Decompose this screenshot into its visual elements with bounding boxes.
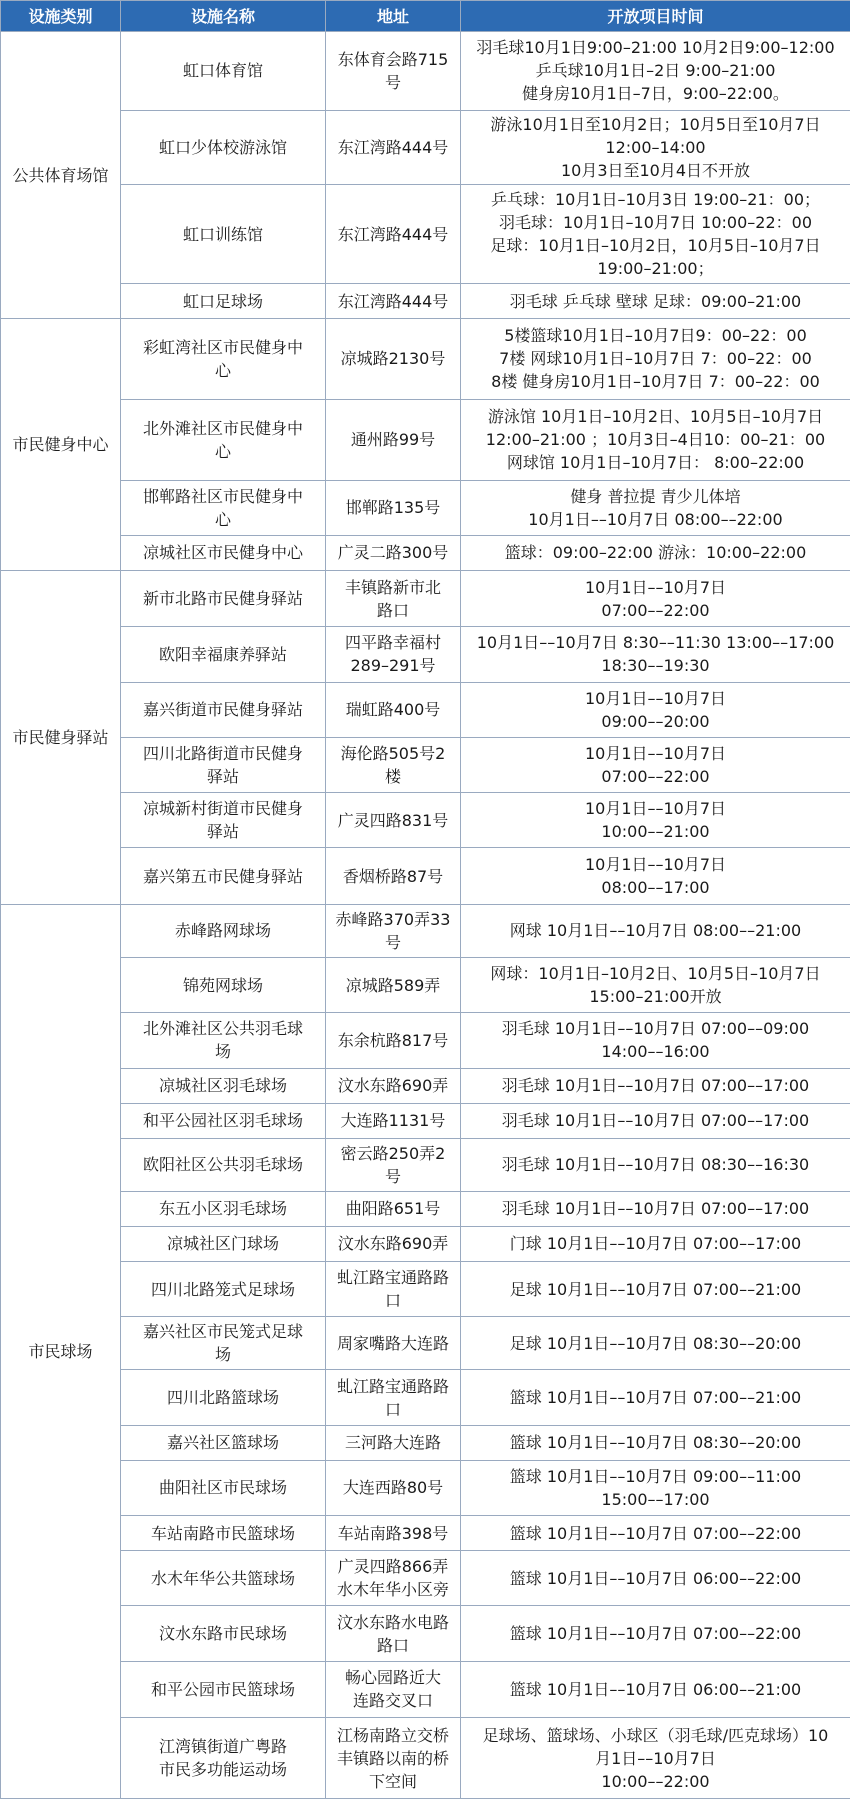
- facility-name-cell: [121, 848, 326, 904]
- facility-name-line: 江湾镇街道广粤路: [158, 1737, 287, 1757]
- facility-name-line: 车站南路市民篮球场: [150, 1523, 295, 1543]
- address-cell: [326, 1661, 461, 1717]
- table-row: [1, 1425, 850, 1460]
- address-line: 连路交叉口: [352, 1691, 433, 1711]
- table-row: [1, 283, 850, 318]
- facility-name-cell: [121, 793, 326, 848]
- facility-name-line: 凉城社区羽毛球场: [158, 1076, 287, 1096]
- opening-hours-line: 足球 10月1日––10月7日 08:30––20:00: [509, 1333, 802, 1353]
- address-line: 曲阳路651号: [345, 1199, 441, 1219]
- address-cell: [326, 737, 461, 792]
- facility-name-cell: [121, 1138, 326, 1191]
- opening-hours-cell: [461, 1516, 850, 1551]
- facility-name-line: 虹口足球场: [182, 291, 263, 311]
- table-row: [1, 1013, 850, 1068]
- opening-hours-line: 足球 10月1日––10月7日 07:00––21:00: [509, 1279, 802, 1299]
- facility-name-line: 四川北路笼式足球场: [150, 1279, 295, 1299]
- facility-name-cell: [121, 1425, 326, 1460]
- address-line: 东江湾路444号: [337, 291, 449, 311]
- table-row: [1, 399, 850, 480]
- address-line: 赤峰路370弄33: [335, 909, 451, 929]
- address-line: 汶水东路690弄: [337, 1234, 449, 1254]
- facility-name-cell: [121, 1516, 326, 1551]
- table-row: [1, 1138, 850, 1191]
- opening-hours-line: 10:00––22:00: [601, 1771, 710, 1791]
- facility-name-line: 新市北路市民健身驿站: [142, 589, 303, 609]
- address-cell: [326, 1370, 461, 1425]
- facility-name-cell: [121, 957, 326, 1012]
- opening-hours-line: 羽毛球 乒乓球 壁球 足球：09:00–21:00: [509, 291, 802, 311]
- facility-name-cell: [121, 1661, 326, 1717]
- opening-hours-cell: [461, 793, 850, 848]
- facility-name-cell: [121, 571, 326, 627]
- address-line: 广灵四路831号: [337, 810, 449, 830]
- address-line: 号: [384, 932, 401, 952]
- category-cell: 市民健身中心: [1, 319, 121, 571]
- facility-name-line: 和平公园市民篮球场: [150, 1679, 295, 1699]
- opening-hours-line: 10月1日––10月7日 08:00––22:00: [528, 509, 783, 529]
- table-row: [1, 32, 850, 111]
- opening-hours-line: 乒乓球10月1日–2日 9:00–21:00: [535, 61, 776, 81]
- opening-hours-line: 篮球 10月1日––10月7日 06:00––22:00: [509, 1568, 802, 1588]
- opening-hours-line: 07:00––22:00: [601, 767, 710, 787]
- opening-hours-cell: [461, 627, 850, 682]
- address-cell: [326, 1606, 461, 1661]
- address-line: 汶水东路水电路: [336, 1612, 449, 1632]
- opening-hours-cell: [461, 1317, 850, 1370]
- opening-hours-line: 08:00––17:00: [601, 878, 710, 898]
- table-row: [1, 535, 850, 570]
- address-cell: [326, 627, 461, 682]
- opening-hours-line: 足球场、篮球场、小球区（羽毛球/匹克球场）10: [482, 1725, 829, 1745]
- opening-hours-line: 月1日––10月7日: [595, 1748, 716, 1768]
- address-cell: [326, 1317, 461, 1370]
- address-line: 汶水东路690弄: [337, 1076, 449, 1096]
- facility-name-line: 心: [214, 509, 231, 529]
- opening-hours-cell: [461, 1606, 850, 1661]
- facility-name-line: 欧阳幸福康养驿站: [158, 644, 287, 664]
- table-row: [1, 571, 850, 627]
- table-row: [1, 1068, 850, 1103]
- address-line: 畅心园路近大: [344, 1668, 441, 1688]
- address-line: 虬江路宝通路路: [336, 1268, 449, 1288]
- facility-name-line: 虹口体育馆: [182, 61, 263, 81]
- address-cell: [326, 1068, 461, 1103]
- address-line: 四平路幸福村: [344, 633, 441, 653]
- table-row: [1, 110, 850, 184]
- opening-hours-line: 篮球 10月1日––10月7日 08:30––20:00: [509, 1433, 802, 1453]
- address-line: 楼: [384, 767, 401, 787]
- address-line: 广灵二路300号: [337, 543, 449, 563]
- header-category: 设施类别: [1, 1, 121, 32]
- opening-hours-cell: [461, 1370, 850, 1425]
- facility-name-cell: [121, 1460, 326, 1515]
- facility-name-cell: [121, 904, 326, 957]
- address-cell: [326, 1460, 461, 1515]
- opening-hours-cell: [461, 1138, 850, 1191]
- table-row: [1, 185, 850, 284]
- facility-name-line: 虹口少体校游泳馆: [158, 137, 287, 157]
- table-row: [1, 480, 850, 535]
- opening-hours-line: 10月1日––10月7日: [584, 688, 727, 708]
- facility-name-line: 曲阳社区市民球场: [158, 1478, 287, 1498]
- opening-hours-line: 羽毛球 10月1日––10月7日 07:00––17:00: [501, 1111, 810, 1131]
- address-line: 号: [384, 72, 401, 92]
- table-row: [1, 1262, 850, 1317]
- table-row: [1, 1370, 850, 1425]
- address-line: 邯郸路135号: [345, 498, 441, 518]
- address-cell: [326, 399, 461, 480]
- facility-name-line: 虹口训练馆: [182, 224, 263, 244]
- opening-hours-line: 游泳10月1日至10月2日；10月5日至10月7日: [490, 114, 821, 134]
- facility-name-line: 邯郸路社区市民健身中: [142, 486, 303, 506]
- opening-hours-cell: [461, 1226, 850, 1261]
- category-cell: 公共体育场馆: [1, 32, 121, 319]
- header-facility-name: 设施名称: [121, 1, 326, 32]
- facility-name-cell: [121, 1718, 326, 1799]
- opening-hours-line: 14:00––16:00: [601, 1042, 710, 1062]
- address-line: 周家嘴路大连路: [336, 1333, 449, 1353]
- table-row: [1, 1226, 850, 1261]
- opening-hours-line: 游泳馆 10月1日–10月2日、10月5日–10月7日: [487, 407, 824, 427]
- opening-hours-line: 10月1日––10月7日 8:30––11:30 13:00––17:00: [476, 633, 835, 653]
- table-row: [1, 1606, 850, 1661]
- opening-hours-line: 篮球 10月1日––10月7日 07:00––22:00: [509, 1523, 802, 1543]
- address-cell: [326, 535, 461, 570]
- address-line: 车站南路398号: [337, 1523, 449, 1543]
- opening-hours-line: 07:00––22:00: [601, 600, 710, 620]
- opening-hours-cell: [461, 110, 850, 184]
- opening-hours-cell: [461, 319, 850, 400]
- opening-hours-cell: [461, 399, 850, 480]
- address-line: 江杨南路立交桥: [336, 1725, 449, 1745]
- address-line: 密云路250弄2: [340, 1143, 446, 1163]
- opening-hours-cell: [461, 957, 850, 1012]
- address-cell: [326, 1138, 461, 1191]
- opening-hours-cell: [461, 1013, 850, 1068]
- address-cell: [326, 1191, 461, 1226]
- opening-hours-line: 10:00––21:00: [601, 822, 710, 842]
- facility-name-cell: [121, 1226, 326, 1261]
- facility-name-line: 市民多功能运动场: [158, 1760, 287, 1780]
- address-cell: [326, 32, 461, 111]
- table-body: [1, 32, 850, 1799]
- facility-name-cell: [121, 319, 326, 400]
- facility-name-line: 赤峰路网球场: [174, 921, 271, 941]
- table-row: [1, 1551, 850, 1606]
- address-line: 虬江路宝通路路: [336, 1376, 449, 1396]
- facility-name-line: 嘉兴社区市民笼式足球: [142, 1322, 303, 1342]
- address-cell: [326, 1425, 461, 1460]
- table-row: [1, 957, 850, 1012]
- address-cell: [326, 682, 461, 737]
- address-cell: [326, 1262, 461, 1317]
- address-cell: [326, 283, 461, 318]
- facility-name-cell: [121, 627, 326, 682]
- opening-hours-line: 篮球 10月1日––10月7日 06:00––21:00: [509, 1679, 802, 1699]
- facility-name-line: 嘉兴社区篮球场: [166, 1433, 279, 1453]
- address-line: 广灵四路866弄: [337, 1557, 449, 1577]
- opening-hours-cell: [461, 737, 850, 792]
- facility-name-cell: [121, 1191, 326, 1226]
- opening-hours-cell: [461, 1191, 850, 1226]
- facility-name-cell: [121, 1068, 326, 1103]
- opening-hours-cell: [461, 283, 850, 318]
- address-line: 凉城路2130号: [340, 349, 446, 369]
- opening-hours-cell: [461, 904, 850, 957]
- opening-hours-line: 15:00–21:00开放: [589, 987, 722, 1007]
- opening-hours-line: 15:00––17:00: [601, 1489, 710, 1509]
- facility-name-line: 欧阳社区公共羽毛球场: [142, 1155, 303, 1175]
- facility-name-line: 水木年华公共篮球场: [150, 1568, 295, 1588]
- table-row: [1, 793, 850, 848]
- opening-hours-cell: [461, 32, 850, 111]
- facility-name-line: 汶水东路市民球场: [158, 1624, 287, 1644]
- address-line: 号: [384, 1166, 401, 1186]
- facility-name-line: 四川北路篮球场: [166, 1388, 279, 1408]
- facility-name-cell: [121, 185, 326, 284]
- header-row: [1, 1, 850, 32]
- opening-hours-line: 网球馆 10月1日–10月7日： 8:00–22:00: [506, 453, 805, 473]
- opening-hours-line: 羽毛球 10月1日––10月7日 08:30––16:30: [501, 1155, 810, 1175]
- facility-name-cell: [121, 1317, 326, 1370]
- address-line: 大连西路80号: [342, 1478, 444, 1498]
- facility-name-line: 驿站: [206, 767, 239, 787]
- opening-hours-line: 门球 10月1日––10月7日 07:00––17:00: [509, 1234, 802, 1254]
- facility-name-line: 凉城社区门球场: [166, 1234, 279, 1254]
- facility-name-cell: [121, 480, 326, 535]
- facility-name-line: 驿站: [206, 822, 239, 842]
- address-cell: [326, 319, 461, 400]
- address-line: 口: [384, 1291, 401, 1311]
- table-row: [1, 904, 850, 957]
- facility-name-cell: [121, 535, 326, 570]
- opening-hours-cell: [461, 1103, 850, 1138]
- address-cell: [326, 1013, 461, 1068]
- address-line: 丰镇路以南的桥: [336, 1748, 449, 1768]
- table-row: [1, 1317, 850, 1370]
- table-row: [1, 1718, 850, 1799]
- facility-name-line: 四川北路街道市民健身: [142, 744, 303, 764]
- opening-hours-line: 10月3日至10月4日不开放: [560, 160, 751, 180]
- facility-name-cell: [121, 399, 326, 480]
- opening-hours-line: 8楼 健身房10月1日–10月7日 7：00–22：00: [491, 372, 820, 392]
- facility-name-line: 锦苑网球场: [182, 975, 263, 995]
- opening-hours-line: 篮球 10月1日––10月7日 07:00––22:00: [509, 1624, 802, 1644]
- table-row: [1, 1191, 850, 1226]
- address-cell: [326, 185, 461, 284]
- address-cell: [326, 957, 461, 1012]
- opening-hours-cell: [461, 848, 850, 904]
- opening-hours-line: 篮球 10月1日––10月7日 09:00––11:00: [509, 1466, 802, 1486]
- address-cell: [326, 1516, 461, 1551]
- opening-hours-line: 羽毛球：10月1日–10月7日 10:00–22：00: [499, 213, 812, 233]
- address-line: 香烟桥路87号: [342, 866, 444, 886]
- address-cell: [326, 571, 461, 627]
- address-line: 水木年华小区旁: [336, 1580, 449, 1600]
- facility-name-cell: [121, 110, 326, 184]
- opening-hours-line: 7楼 网球10月1日–10月7日 7：00–22：00: [499, 349, 812, 369]
- address-cell: [326, 480, 461, 535]
- address-cell: [326, 110, 461, 184]
- category-cell: 市民球场: [1, 904, 121, 1798]
- opening-hours-line: 篮球 10月1日––10月7日 07:00––21:00: [509, 1388, 802, 1408]
- address-line: 丰镇路新市北: [344, 577, 441, 597]
- table-row: [1, 737, 850, 792]
- table-row: [1, 848, 850, 904]
- opening-hours-line: 羽毛球10月1日9:00–21:00 10月2日9:00–12:00: [476, 38, 835, 58]
- opening-hours-line: 羽毛球 10月1日––10月7日 07:00––17:00: [501, 1199, 810, 1219]
- opening-hours-line: 09:00––20:00: [601, 711, 710, 731]
- table-row: [1, 1460, 850, 1515]
- facility-name-cell: [121, 32, 326, 111]
- table-row: [1, 1516, 850, 1551]
- header-opening-hours: 开放项目时间: [461, 1, 850, 32]
- facility-name-line: 北外滩社区公共羽毛球: [142, 1019, 303, 1039]
- address-line: 289–291号: [350, 656, 436, 676]
- opening-hours-line: 羽毛球 10月1日––10月7日 07:00––09:00: [501, 1019, 810, 1039]
- facility-name-line: 心: [214, 360, 231, 380]
- facility-name-cell: [121, 682, 326, 737]
- facility-name-cell: [121, 1262, 326, 1317]
- opening-hours-line: 10月1日––10月7日: [584, 744, 727, 764]
- opening-hours-line: 羽毛球 10月1日––10月7日 07:00––17:00: [501, 1076, 810, 1096]
- opening-hours-cell: [461, 480, 850, 535]
- address-line: 海伦路505号2: [340, 744, 446, 764]
- opening-hours-line: 篮球：09:00–22:00 游泳：10:00–22:00: [504, 543, 807, 563]
- opening-hours-cell: [461, 1551, 850, 1606]
- opening-hours-cell: [461, 1425, 850, 1460]
- facility-name-line: 凉城新村街道市民健身: [142, 799, 303, 819]
- opening-hours-cell: [461, 1460, 850, 1515]
- table-row: [1, 682, 850, 737]
- header-address: 地址: [326, 1, 461, 32]
- address-line: 下空间: [368, 1771, 417, 1791]
- opening-hours-cell: [461, 185, 850, 284]
- facility-name-line: 和平公园社区羽毛球场: [142, 1111, 303, 1131]
- facility-name-line: 北外滩社区市民健身中: [142, 418, 303, 438]
- facility-name-line: 心: [214, 441, 231, 461]
- opening-hours-cell: [461, 1661, 850, 1717]
- facility-name-line: 场: [214, 1042, 231, 1062]
- facility-name-line: 凉城社区市民健身中心: [142, 543, 303, 563]
- address-line: 东江湾路444号: [337, 137, 449, 157]
- address-cell: [326, 793, 461, 848]
- opening-hours-cell: [461, 571, 850, 627]
- opening-hours-line: 10月1日––10月7日: [584, 855, 727, 875]
- opening-hours-line: 10月1日––10月7日: [584, 577, 727, 597]
- table-row: [1, 1661, 850, 1717]
- facility-name-line: 嘉兴第五市民健身驿站: [142, 866, 303, 886]
- address-line: 口: [384, 1399, 401, 1419]
- facility-name-line: 嘉兴街道市民健身驿站: [142, 700, 303, 720]
- address-cell: [326, 848, 461, 904]
- opening-hours-line: 网球：10月1日–10月2日、10月5日–10月7日: [490, 964, 821, 984]
- address-line: 三河路大连路: [344, 1433, 441, 1453]
- address-line: 瑞虹路400号: [345, 700, 441, 720]
- table-row: [1, 1103, 850, 1138]
- opening-hours-line: 5楼篮球10月1日–10月7日9：00–22：00: [504, 326, 807, 346]
- address-line: 东体育会路715: [337, 49, 449, 69]
- opening-hours-line: 乒乓球：10月1日–10月3日 19:00–21：00；: [491, 190, 820, 210]
- opening-hours-line: 足球：10月1日–10月2日，10月5日–10月7日: [490, 236, 821, 256]
- facility-name-cell: [121, 1103, 326, 1138]
- opening-hours-line: 12:00–14:00: [605, 137, 706, 157]
- facility-name-cell: [121, 1370, 326, 1425]
- facility-name-line: 彩虹湾社区市民健身中: [142, 337, 303, 357]
- facility-name-cell: [121, 1551, 326, 1606]
- facility-name-cell: [121, 283, 326, 318]
- opening-hours-line: 18:30––19:30: [601, 656, 710, 676]
- facility-name-cell: [121, 1013, 326, 1068]
- opening-hours-line: 健身 普拉提 青少儿体培: [570, 486, 741, 506]
- table-row: [1, 627, 850, 682]
- facility-name-line: 场: [214, 1345, 231, 1365]
- category-cell: 市民健身驿站: [1, 571, 121, 905]
- opening-hours-line: 19:00–21:00；: [597, 259, 714, 279]
- address-line: 东余杭路817号: [337, 1030, 449, 1050]
- opening-hours-line: 网球 10月1日––10月7日 08:00––21:00: [509, 921, 802, 941]
- opening-hours-cell: [461, 535, 850, 570]
- address-line: 凉城路589弄: [345, 975, 441, 995]
- opening-hours-cell: [461, 1068, 850, 1103]
- opening-hours-cell: [461, 682, 850, 737]
- address-cell: [326, 1718, 461, 1799]
- opening-hours-cell: [461, 1718, 850, 1799]
- address-line: 东江湾路444号: [337, 224, 449, 244]
- opening-hours-cell: [461, 1262, 850, 1317]
- address-line: 路口: [376, 1635, 409, 1655]
- address-cell: [326, 1551, 461, 1606]
- opening-hours-line: 10月1日––10月7日: [584, 799, 727, 819]
- address-line: 路口: [376, 600, 409, 620]
- table-row: [1, 319, 850, 400]
- address-line: 大连路1131号: [340, 1111, 446, 1131]
- facility-name-cell: [121, 1606, 326, 1661]
- facility-name-line: 东五小区羽毛球场: [158, 1199, 287, 1219]
- facility-name-cell: [121, 737, 326, 792]
- address-cell: [326, 1226, 461, 1261]
- address-cell: [326, 1103, 461, 1138]
- opening-hours-line: 12:00–21:00 ；10月3日–4日10：00–21：00: [485, 430, 826, 450]
- address-cell: [326, 904, 461, 957]
- address-line: 通州路99号: [350, 430, 436, 450]
- opening-hours-line: 健身房10月1日–7日，9:00–22:00。: [522, 84, 789, 104]
